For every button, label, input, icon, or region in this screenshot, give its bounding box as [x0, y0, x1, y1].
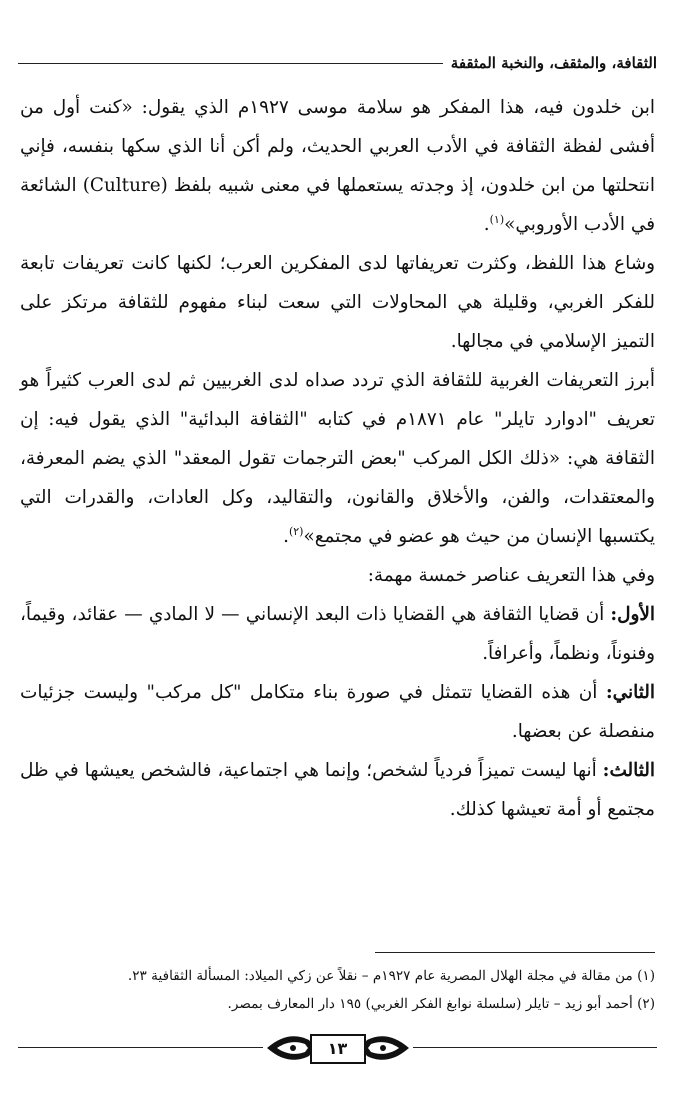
list-item-3-lead: الثالث: [602, 760, 655, 781]
list-item-1-lead: الأول: [610, 604, 655, 625]
paragraph-4: وفي هذا التعريف عناصر خمسة مهمة: [367, 565, 655, 586]
paragraph-1-end: . [483, 214, 490, 235]
footnote-2: (٢) أحمد أبو زيد – تايلر (سلسلة نوابغ الفكر الغربي) ١٩٥ دار المعارف بمصر. [227, 996, 655, 1012]
list-item-1 [20, 595, 655, 673]
paragraph-3-end: . [283, 526, 289, 547]
footnotes [20, 962, 655, 1018]
list-item-3-text: أنها ليست تميزاً فردياً لشخص؛ وإنما هي اجتماعية، فالشخص يعيشها في ظل مجتمع أو أمة تعيشها كذلك. [20, 760, 655, 820]
paragraph-1 [20, 88, 655, 244]
list-item-2-text: أن هذه القضايا تتمثل في صورة بناء متكامل "كل مركب" وليست جزئيات منفصلة عن بعضها. [20, 682, 655, 742]
footnote-rule [375, 952, 655, 953]
paragraph-3-text: أبرز التعريفات الغربية للثقافة الذي تردد صداه لدى الغربيين ثم لدى العرب كثيراً هو تعريف "ادوارد تايلر" عام ١٨٧١م في كتابه "الثقافة البدائية" الذي يقول فيه: إن الثقافة هي: «ذلك الكل المركب "بعض الترجمات تقول المعقد" الذي يضم المعرفة، والمعتقدات، والفن، والأخلاق والقانون، والتقاليد، وكل العادات، والقدرات التي يكتسبها الإنسان من حيث هو عضو في مجتمع» [20, 370, 655, 547]
footnote-ref-2[interactable]: (٢) [288, 524, 304, 538]
list-item-2 [20, 673, 655, 751]
footnote-1: (١) من مقالة في مجلة الهلال المصرية عام ١٩٢٧م – نقلاً عن زكي الميلاد: المسألة الثقافية ٢٣. [127, 968, 655, 984]
body-text [20, 88, 655, 829]
footnote-ref-1[interactable]: (١) [489, 212, 505, 226]
list-item-1-text: أن قضايا الثقافة هي القضايا ذات البعد الإنساني — لا المادي — عقائد، وقيماً، وفنوناً، ونظماً، وأعرافاً. [20, 604, 655, 664]
list-item-2-lead: الثاني: [605, 682, 655, 703]
paragraph-1-text: ابن خلدون فيه، هذا المفكر هو سلامة موسى ١٩٢٧م الذي يقول: «كنت أول من أفشى لفظة الثقافة في الأدب العربي الحديث، ولم أكن أنا الذي سكها بنفسه، فإني انتحلتها من ابن خلدون، إذ وجدته يستعملها في معنى شبيه بلفظ (Culture) الشائعة في الأدب الأوروبي» [20, 97, 656, 235]
page-number: ١٣ [310, 1034, 366, 1064]
header-title: الثقافة، والمثقف، والنخبة المثقفة [443, 52, 657, 74]
running-header [18, 52, 657, 76]
page-footer [18, 1028, 657, 1068]
paragraph-2: وشاع هذا اللفظ، وكثرت تعريفاتها لدى المفكرين العرب؛ لكنها كانت تعريفات تابعة للفكر الغربي، وقليلة هي المحاولات التي سعت لبناء مفهوم للثقافة مرتكز على التميز الإسلامي في مجالها. [20, 253, 655, 352]
paragraph-3 [20, 361, 655, 556]
list-item-3 [20, 751, 655, 829]
